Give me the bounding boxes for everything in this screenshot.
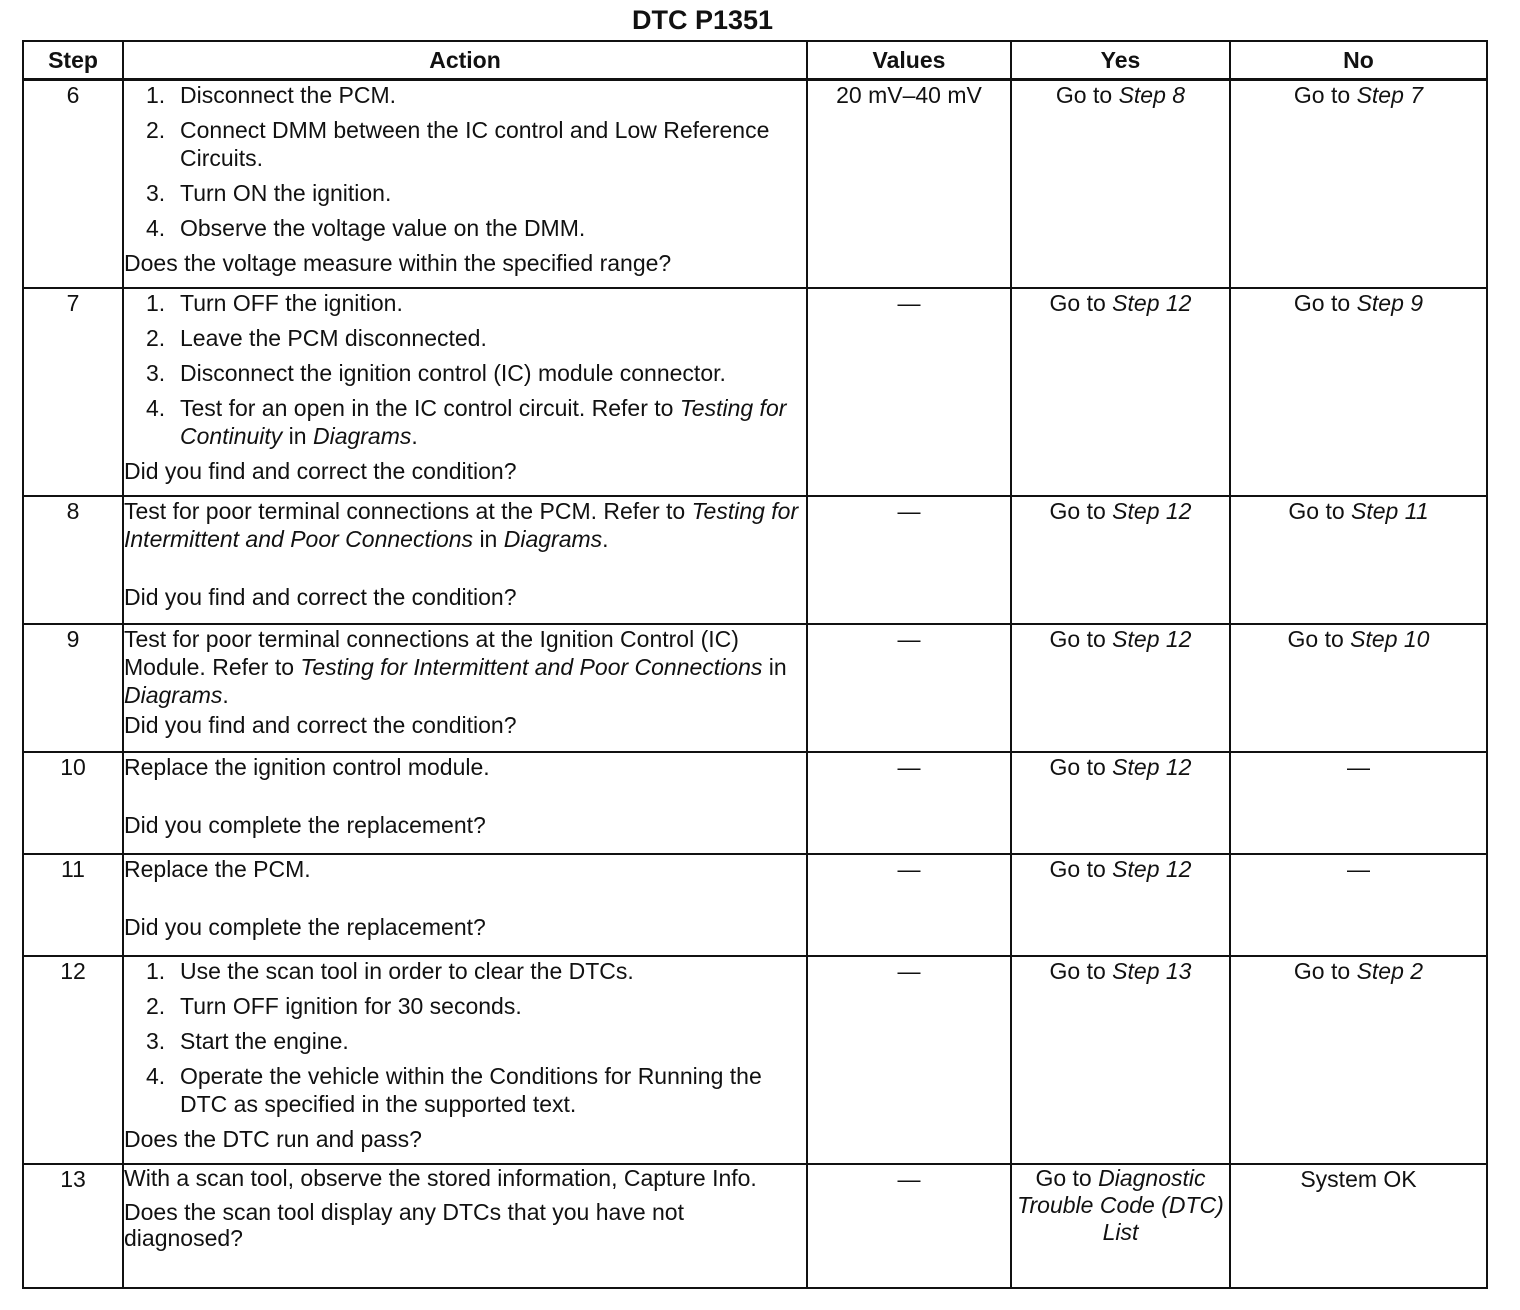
table-row	[23, 80, 1487, 288]
yes-cell: Go to Step 12	[1011, 624, 1230, 752]
yes-cell: Go to Step 8	[1011, 80, 1230, 288]
action-text: Test for poor terminal connections at the PCM. Refer to Testing for Intermittent and Poor Connections in Diagrams.	[124, 497, 799, 552]
step-number: 8	[23, 496, 123, 624]
no-cell: Go to Step 2	[1230, 956, 1487, 1164]
action-question: Did you find and correct the condition?	[124, 711, 517, 738]
no-cell: Go to Step 7	[1230, 80, 1487, 288]
action-question: Did you find and correct the condition?	[124, 457, 517, 484]
table-row	[23, 752, 1487, 854]
action-step: 3. Disconnect the ignition control (IC) module connector.	[146, 359, 726, 386]
action-step: 4. Test for an open in the IC control circuit. Refer to Testing for Continuity in Diagrams.	[146, 394, 787, 449]
step-number: 9	[23, 624, 123, 752]
value-cell: —	[807, 288, 1011, 496]
yes-cell: Go to Step 12	[1011, 496, 1230, 624]
no-step-ref: Step 7	[1356, 82, 1424, 108]
action-step: 2. Leave the PCM disconnected.	[146, 324, 487, 351]
value-cell: —	[807, 956, 1011, 1164]
action-text: Replace the ignition control module.	[124, 753, 490, 780]
yes-cell: Go to Step 12	[1011, 752, 1230, 854]
action-text: With a scan tool, observe the stored information, Capture Info.	[124, 1164, 757, 1191]
action-steps	[124, 289, 806, 450]
yes-cell: Go to Step 12	[1011, 854, 1230, 956]
no-step-ref: Step 11	[1351, 497, 1429, 524]
yes-cell: Go to Diagnostic Trouble Code (DTC) List	[1011, 1164, 1230, 1288]
no-cell: Go to Step 9	[1230, 288, 1487, 496]
table-row	[23, 1164, 1487, 1288]
no-cell: Go to Step 11	[1230, 496, 1487, 624]
action-question: Did you complete the replacement?	[124, 811, 486, 838]
header-values: Values	[807, 41, 1011, 80]
no-cell: —	[1230, 752, 1487, 854]
action-step: 4. Observe the voltage value on the DMM.	[146, 215, 586, 241]
action-steps	[124, 957, 806, 1118]
step-number: 12	[23, 956, 123, 1164]
yes-cell: Go to Step 12	[1011, 288, 1230, 496]
table-row	[23, 624, 1487, 752]
table-row	[23, 956, 1487, 1164]
no-step-ref: Step 2	[1356, 957, 1424, 984]
yes-step-ref: Step 12	[1112, 855, 1192, 882]
yes-step-ref: Step 12	[1112, 497, 1192, 524]
yes-step-ref: Step 12	[1112, 625, 1192, 652]
action-step: 1. Disconnect the PCM.	[146, 82, 397, 108]
table-row	[23, 496, 1487, 624]
yes-step-ref: Step 13	[1112, 957, 1192, 984]
action-cell	[123, 752, 807, 854]
action-text: Test for poor terminal connections at the Ignition Control (IC) Module. Refer to Testing for Intermittent and Poor Connections in Diagrams.	[124, 625, 787, 708]
step-number: 13	[23, 1164, 123, 1288]
action-cell	[123, 288, 807, 496]
header-no: No	[1230, 41, 1487, 80]
header-row	[23, 41, 1487, 80]
action-cell	[123, 624, 807, 752]
value-cell: —	[807, 624, 1011, 752]
yes-step-ref: Step 8	[1118, 82, 1186, 108]
action-steps	[124, 81, 806, 242]
action-cell	[123, 496, 807, 624]
header-step: Step	[23, 41, 123, 80]
yes-cell: Go to Step 13	[1011, 956, 1230, 1164]
action-step: 1. Turn OFF the ignition.	[146, 289, 403, 316]
action-question: Does the voltage measure within the specified range?	[124, 250, 672, 276]
value-cell: —	[807, 496, 1011, 624]
action-step: 2. Turn OFF ignition for 30 seconds.	[146, 992, 522, 1019]
no-cell: —	[1230, 854, 1487, 956]
header-action: Action	[123, 41, 807, 80]
step-number: 11	[23, 854, 123, 956]
diagnostic-table	[22, 40, 1488, 1289]
action-text: Replace the PCM.	[124, 855, 311, 882]
page-title: DTC P1351	[631, 5, 774, 35]
value-cell: —	[807, 1164, 1011, 1288]
no-step-ref: Step 9	[1356, 289, 1424, 316]
no-cell: System OK	[1230, 1164, 1487, 1288]
action-cell	[123, 956, 807, 1164]
no-step-ref: Step 10	[1350, 625, 1430, 652]
action-cell	[123, 80, 807, 288]
table-row	[23, 854, 1487, 956]
action-step: 2. Connect DMM between the IC control and Low Reference Circuits.	[146, 117, 770, 171]
step-number: 7	[23, 288, 123, 496]
yes-step-ref: Step 12	[1112, 289, 1192, 316]
action-question: Did you complete the replacement?	[124, 913, 486, 940]
action-step: 3. Turn ON the ignition.	[146, 180, 392, 206]
value-cell: 20 mV–40 mV	[807, 80, 1011, 288]
action-question: Does the scan tool display any DTCs that you have not diagnosed?	[124, 1198, 684, 1251]
action-question: Did you find and correct the condition?	[124, 583, 517, 610]
step-number: 6	[23, 80, 123, 288]
step-number: 10	[23, 752, 123, 854]
table-row	[23, 288, 1487, 496]
value-cell: —	[807, 854, 1011, 956]
yes-step-ref: Diagnostic Trouble Code (DTC) List	[1017, 1164, 1224, 1245]
action-step: 3. Start the engine.	[146, 1027, 349, 1054]
action-cell	[123, 1164, 807, 1288]
action-step: 1. Use the scan tool in order to clear the DTCs.	[146, 957, 634, 984]
action-question: Does the DTC run and pass?	[124, 1125, 422, 1152]
value-cell: —	[807, 752, 1011, 854]
yes-step-ref: Step 12	[1112, 753, 1192, 780]
action-step: 4. Operate the vehicle within the Conditions for Running the DTC as specified in the supported text.	[146, 1062, 762, 1117]
no-cell: Go to Step 10	[1230, 624, 1487, 752]
header-yes: Yes	[1011, 41, 1230, 80]
action-cell	[123, 854, 807, 956]
